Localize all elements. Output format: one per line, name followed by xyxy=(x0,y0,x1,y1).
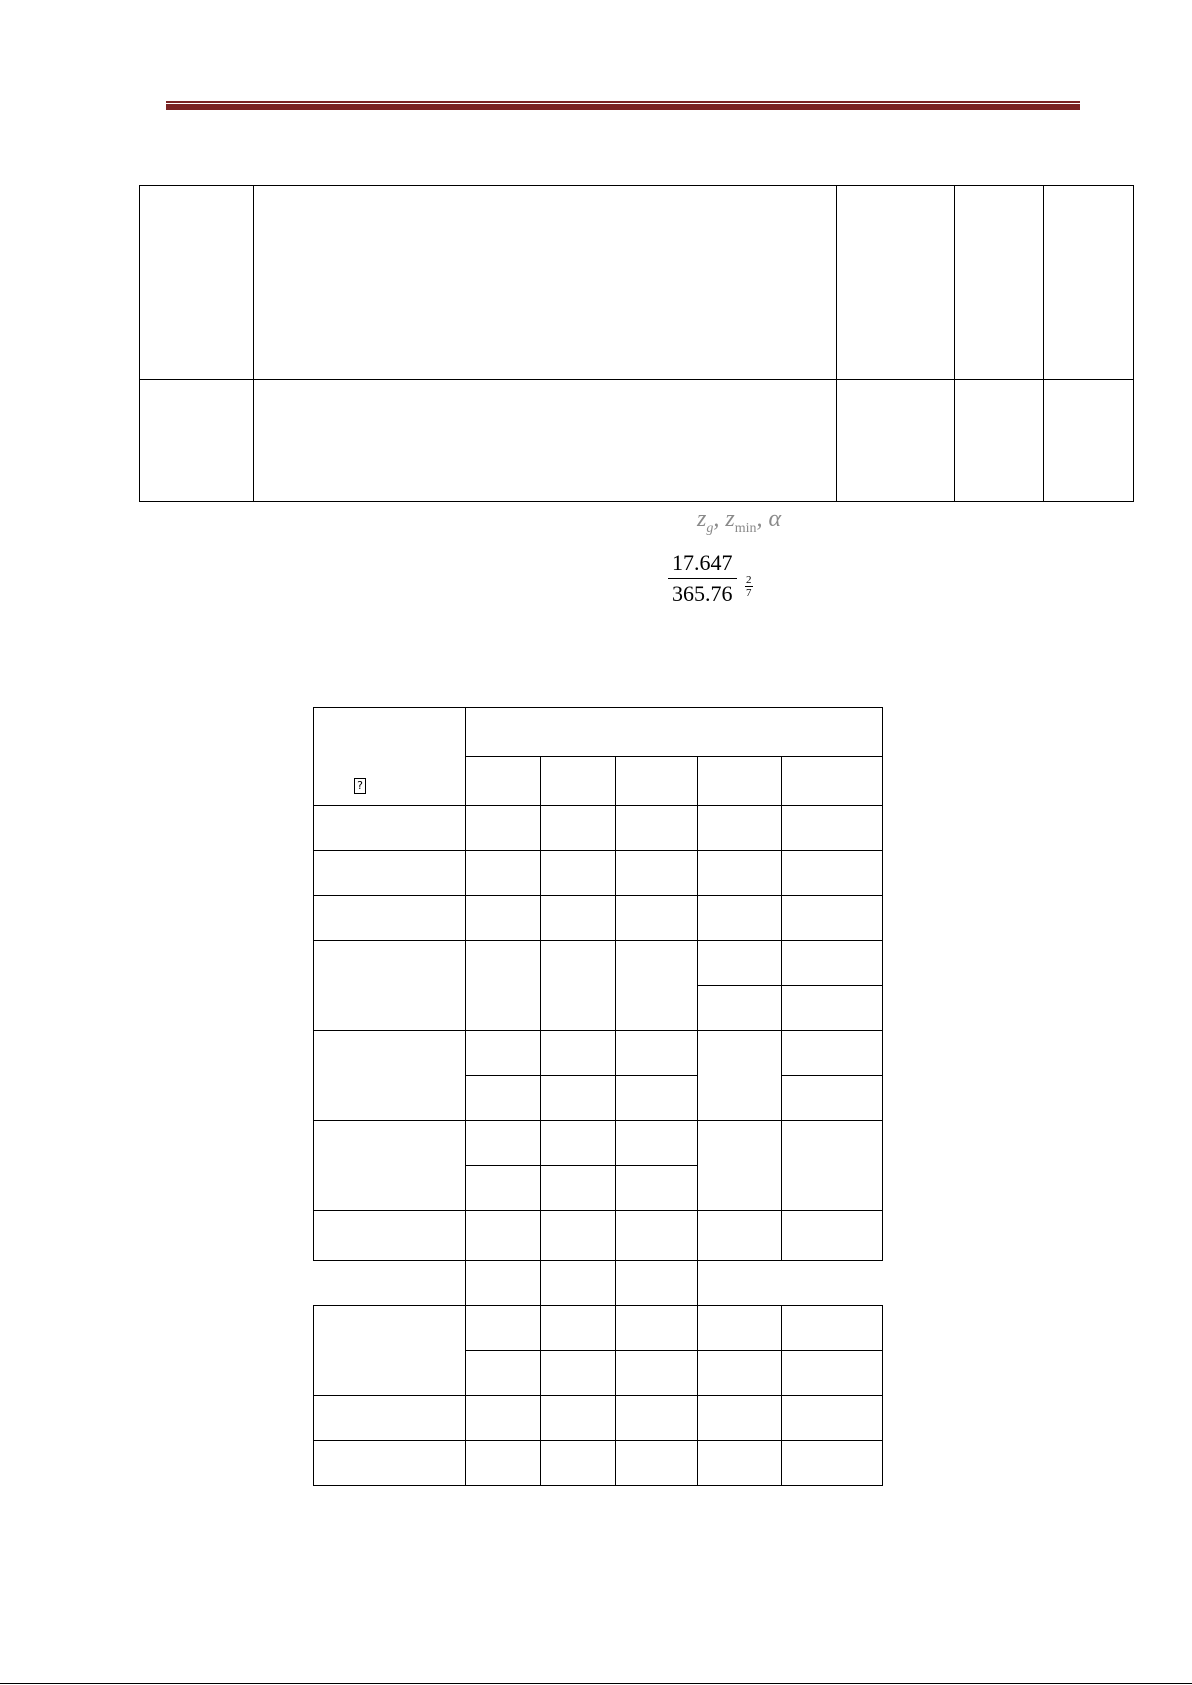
table-cell xyxy=(314,1211,466,1261)
table-cell xyxy=(541,1441,616,1486)
table-cell xyxy=(466,1396,541,1441)
table-cell xyxy=(782,1396,883,1441)
header-cell xyxy=(466,757,541,806)
table-cell xyxy=(466,1166,541,1211)
table-cell xyxy=(698,1306,782,1351)
table-row xyxy=(314,941,883,986)
table-cell xyxy=(782,896,883,941)
table-cell xyxy=(314,1121,466,1211)
table-row xyxy=(314,1396,883,1441)
table-cell xyxy=(782,1031,883,1076)
table-cell xyxy=(616,1121,698,1166)
table-cell xyxy=(466,941,541,1031)
formula-small-fraction xyxy=(745,574,753,599)
table-cell xyxy=(782,851,883,896)
table-cell xyxy=(466,1076,541,1121)
table-cell xyxy=(254,380,837,502)
table-cell xyxy=(782,1441,883,1486)
fraction-denominator: 365.76 xyxy=(672,581,733,606)
table-cell xyxy=(698,1121,782,1211)
table-cell xyxy=(782,1076,883,1121)
table-cell xyxy=(616,1166,698,1211)
table-cell xyxy=(314,1441,466,1486)
table-cell xyxy=(698,1211,782,1261)
table-cell xyxy=(616,1306,698,1351)
table-cell xyxy=(541,1166,616,1211)
table-cell xyxy=(616,1261,698,1306)
table-cell xyxy=(541,941,616,1031)
header-rule-thin xyxy=(166,101,1080,103)
table-cell xyxy=(698,806,782,851)
table-row xyxy=(314,1211,883,1261)
table-cell xyxy=(541,851,616,896)
table-cell xyxy=(314,806,466,851)
table-cell xyxy=(541,1031,616,1076)
table-cell xyxy=(616,1396,698,1441)
header-cell xyxy=(541,757,616,806)
table-cell xyxy=(837,186,955,380)
corner-cell xyxy=(314,708,466,806)
fraction-numerator: 17.647 xyxy=(668,550,737,579)
table-cell xyxy=(541,896,616,941)
table-row xyxy=(314,896,883,941)
formula-var-z: z xyxy=(697,506,707,532)
table-cell xyxy=(616,851,698,896)
table-cell xyxy=(466,1351,541,1396)
table-cell xyxy=(837,380,955,502)
table-cell xyxy=(616,1441,698,1486)
table-cell xyxy=(616,1211,698,1261)
table-cell xyxy=(616,896,698,941)
table-cell xyxy=(314,896,466,941)
table-cell xyxy=(541,1306,616,1351)
table-cell xyxy=(541,1261,616,1306)
formula-fraction xyxy=(668,550,737,607)
table-row xyxy=(140,186,1134,380)
table-row xyxy=(314,1121,883,1166)
table-cell xyxy=(782,941,883,986)
table-cell xyxy=(541,1076,616,1121)
header-cell xyxy=(698,757,782,806)
formula-variables xyxy=(697,506,781,537)
header-cell xyxy=(616,757,698,806)
table-cell xyxy=(698,941,782,986)
formula-separator: , xyxy=(713,506,720,532)
table-cell xyxy=(541,806,616,851)
table-row xyxy=(314,1031,883,1076)
bottom-table xyxy=(313,707,883,1486)
table-cell xyxy=(698,1441,782,1486)
table-row xyxy=(314,1261,883,1306)
header-cell xyxy=(466,708,883,757)
table-cell xyxy=(782,1121,883,1211)
table-row xyxy=(314,1441,883,1486)
table-cell xyxy=(254,186,837,380)
table-cell xyxy=(466,806,541,851)
header-rule-thick xyxy=(166,104,1080,110)
table-cell xyxy=(616,1076,698,1121)
table-cell xyxy=(698,1351,782,1396)
table-cell xyxy=(140,186,254,380)
table-cell xyxy=(698,896,782,941)
table-cell xyxy=(314,851,466,896)
table-cell xyxy=(314,1396,466,1441)
small-fraction-denominator: 7 xyxy=(746,587,752,599)
table-cell xyxy=(955,186,1044,380)
table-row xyxy=(140,380,1134,502)
table-cell xyxy=(1044,186,1134,380)
table-cell xyxy=(698,1031,782,1121)
table-cell xyxy=(314,941,466,1031)
table-cell xyxy=(1044,380,1134,502)
table-cell xyxy=(616,806,698,851)
table-cell xyxy=(541,1396,616,1441)
formula-var-alpha: α xyxy=(768,506,782,532)
formula-separator: , xyxy=(756,506,763,532)
table-cell xyxy=(955,380,1044,502)
missing-glyph-icon: ? xyxy=(354,778,366,794)
table-row xyxy=(314,851,883,896)
table-cell xyxy=(782,806,883,851)
table-cell xyxy=(466,1211,541,1261)
top-table xyxy=(139,185,1134,502)
table-cell xyxy=(541,1121,616,1166)
table-cell xyxy=(616,1351,698,1396)
table-row xyxy=(314,806,883,851)
table-cell xyxy=(314,1031,466,1121)
table-cell xyxy=(140,380,254,502)
formula-sub-min: min xyxy=(734,520,757,536)
table-cell xyxy=(782,1261,883,1306)
table-row xyxy=(314,1306,883,1351)
table-cell xyxy=(616,941,698,1031)
table-cell xyxy=(782,1211,883,1261)
table-cell xyxy=(541,1211,616,1261)
table-cell xyxy=(466,851,541,896)
table-row xyxy=(314,708,883,757)
table-cell xyxy=(466,1306,541,1351)
small-fraction-numerator: 2 xyxy=(746,574,752,586)
table-cell xyxy=(616,1031,698,1076)
table-cell xyxy=(541,1351,616,1396)
table-cell xyxy=(698,1396,782,1441)
header-cell xyxy=(782,757,883,806)
formula-sub-g: g xyxy=(706,520,714,536)
table-cell xyxy=(698,1261,782,1306)
formula-var-z: z xyxy=(725,506,735,532)
table-cell xyxy=(314,1261,466,1306)
table-cell xyxy=(782,1351,883,1396)
table-cell xyxy=(466,1441,541,1486)
footer-rule xyxy=(0,1683,1192,1684)
table-cell xyxy=(698,986,782,1031)
table-cell xyxy=(782,986,883,1031)
table-cell xyxy=(782,1306,883,1351)
table-cell xyxy=(314,1306,466,1396)
table-cell xyxy=(698,851,782,896)
table-cell xyxy=(466,1031,541,1076)
table-cell xyxy=(466,1261,541,1306)
table-cell xyxy=(466,896,541,941)
table-cell xyxy=(466,1121,541,1166)
